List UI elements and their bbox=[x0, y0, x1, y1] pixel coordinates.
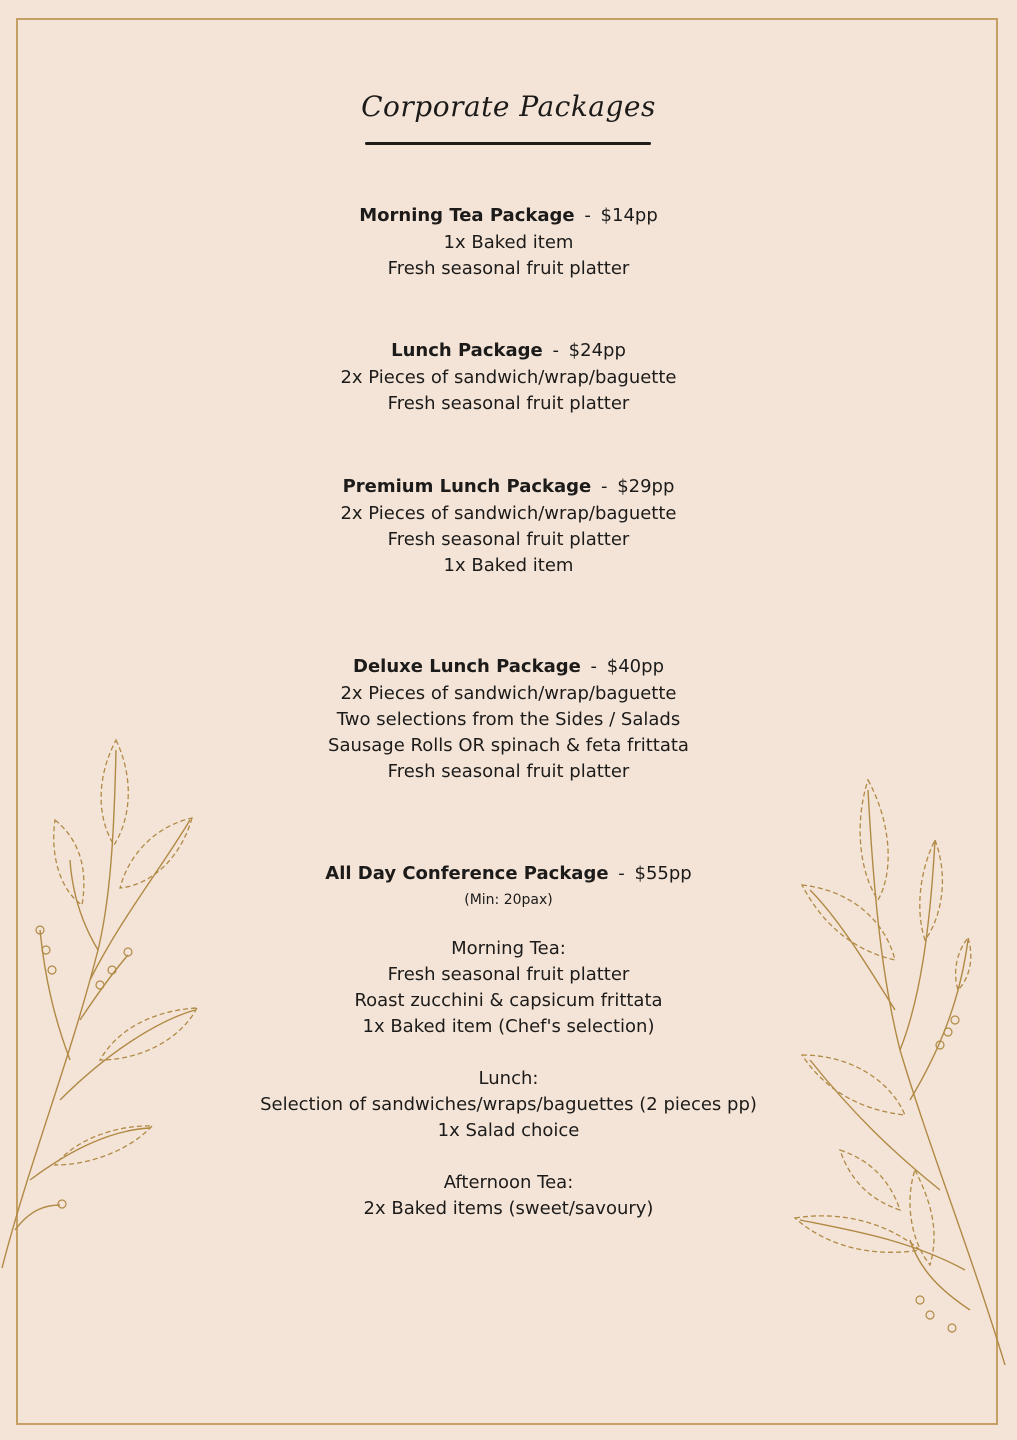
package-heading bbox=[0, 653, 1017, 681]
package-premium-lunch bbox=[0, 473, 1017, 579]
package-item: Fresh seasonal fruit platter bbox=[387, 761, 630, 782]
package-item: Two selections from the Sides / Salads bbox=[336, 709, 681, 730]
package-heading bbox=[0, 337, 1017, 365]
price-separator: - bbox=[552, 340, 559, 361]
package-all-day-conference bbox=[0, 860, 1017, 1222]
section-item: 1x Salad choice bbox=[437, 1120, 580, 1141]
section-item: Roast zucchini & capsicum frittata bbox=[354, 990, 663, 1011]
section-item: Selection of sandwiches/wraps/baguettes (2 pieces pp) bbox=[260, 1094, 757, 1115]
package-price: $29pp bbox=[617, 476, 675, 497]
package-name: Premium Lunch Package bbox=[342, 476, 592, 497]
package-heading bbox=[0, 860, 1017, 888]
package-morning-tea bbox=[0, 202, 1017, 282]
package-price: $40pp bbox=[606, 656, 664, 677]
package-heading bbox=[0, 202, 1017, 230]
section-label: Morning Tea: bbox=[451, 938, 566, 959]
minimum-note: (Min: 20pax) bbox=[464, 892, 553, 908]
package-item: Fresh seasonal fruit platter bbox=[387, 258, 630, 279]
section-item: 2x Baked items (sweet/savoury) bbox=[363, 1198, 654, 1219]
section-item: Fresh seasonal fruit platter bbox=[387, 964, 630, 985]
section-label: Lunch: bbox=[478, 1068, 539, 1089]
package-item: 2x Pieces of sandwich/wrap/baguette bbox=[340, 683, 677, 704]
package-item: 1x Baked item bbox=[443, 555, 574, 576]
package-price: $55pp bbox=[634, 863, 692, 884]
package-name: Deluxe Lunch Package bbox=[353, 656, 581, 677]
package-deluxe-lunch bbox=[0, 653, 1017, 785]
price-separator: - bbox=[584, 205, 591, 226]
package-item: Fresh seasonal fruit platter bbox=[387, 393, 630, 414]
package-name: Morning Tea Package bbox=[359, 205, 575, 226]
price-separator: - bbox=[590, 656, 598, 677]
package-name: Lunch Package bbox=[391, 340, 543, 361]
price-separator: - bbox=[618, 863, 625, 884]
package-item: Sausage Rolls OR spinach & feta frittata bbox=[328, 735, 689, 756]
section-label: Afternoon Tea: bbox=[443, 1172, 574, 1193]
title-underline bbox=[365, 142, 651, 145]
package-item: 2x Pieces of sandwich/wrap/baguette bbox=[340, 367, 677, 388]
package-item: 2x Pieces of sandwich/wrap/baguette bbox=[340, 503, 677, 524]
package-heading bbox=[0, 473, 1017, 501]
package-lunch bbox=[0, 337, 1017, 417]
section-item: 1x Baked item (Chef's selection) bbox=[362, 1016, 655, 1037]
package-price: $14pp bbox=[600, 205, 658, 226]
package-name: All Day Conference Package bbox=[325, 863, 609, 884]
package-price: $24pp bbox=[568, 340, 626, 361]
package-item: 1x Baked item bbox=[443, 232, 574, 253]
price-separator: - bbox=[600, 476, 608, 497]
page-title: Corporate Packages bbox=[361, 90, 656, 123]
package-item: Fresh seasonal fruit platter bbox=[387, 529, 630, 550]
